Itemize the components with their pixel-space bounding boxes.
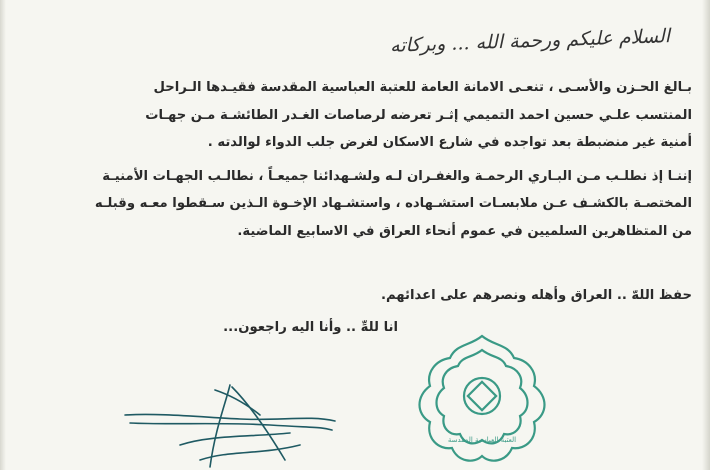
letter-greeting: السلام عليكم ورحمة الله ... وبركاته <box>389 25 671 57</box>
paragraph2-line3: من المتظاهرين السلميين في عموم أنحاء العراق في الاسابيع الماضية. <box>237 223 692 239</box>
closing-line-2: انا للهِّ .. وأنا اليه راجعون... <box>223 320 398 335</box>
paper-right-edge <box>702 0 710 470</box>
closing-line-1: حفظ اللهّ .. العراق وأهله ونصرهم على اعدائهم. <box>380 288 692 303</box>
paragraph1-line3: أمنية غير منضبطة بعد تواجده في شارع الاسكان لغرض جلب الدواء لوالدته . <box>207 135 692 150</box>
letter-body <box>16 74 692 245</box>
seal-label: العتبة العباسية المقدسة <box>447 436 517 444</box>
paragraph2-line1: إننـا إذ نطلـب مـن البـاري الرحمـة والغفـران لـه ولشـهدائنا جميعـاً ، نطالـب الجهـات الأمنيـة <box>102 168 692 184</box>
line2-prefix: المنتسب <box>630 107 692 123</box>
paragraph2-line2: المختصـة بالكشـف عـن ملابسـات استشـهاده ، واستشـهاد الإخـوة الـذين سـقطوا معـه وقبلـه <box>94 196 692 211</box>
paper-left-edge <box>0 0 6 470</box>
paragraph1-line2 <box>16 102 692 130</box>
seal-stamp <box>410 330 555 470</box>
deceased-name: علـي حسين احمد التميمي <box>463 107 631 123</box>
line2-suffix: إثـر تعرضه لرصاصات الغـدر الطائشـة مـن جهـات <box>145 107 463 123</box>
paragraph1-line1: بـالغ الحـزن والأسـى ، تنعـى الامانة العامة للعتبة العباسية المقدسة فقيـدها الـراحل <box>153 80 692 95</box>
signature <box>120 375 340 470</box>
